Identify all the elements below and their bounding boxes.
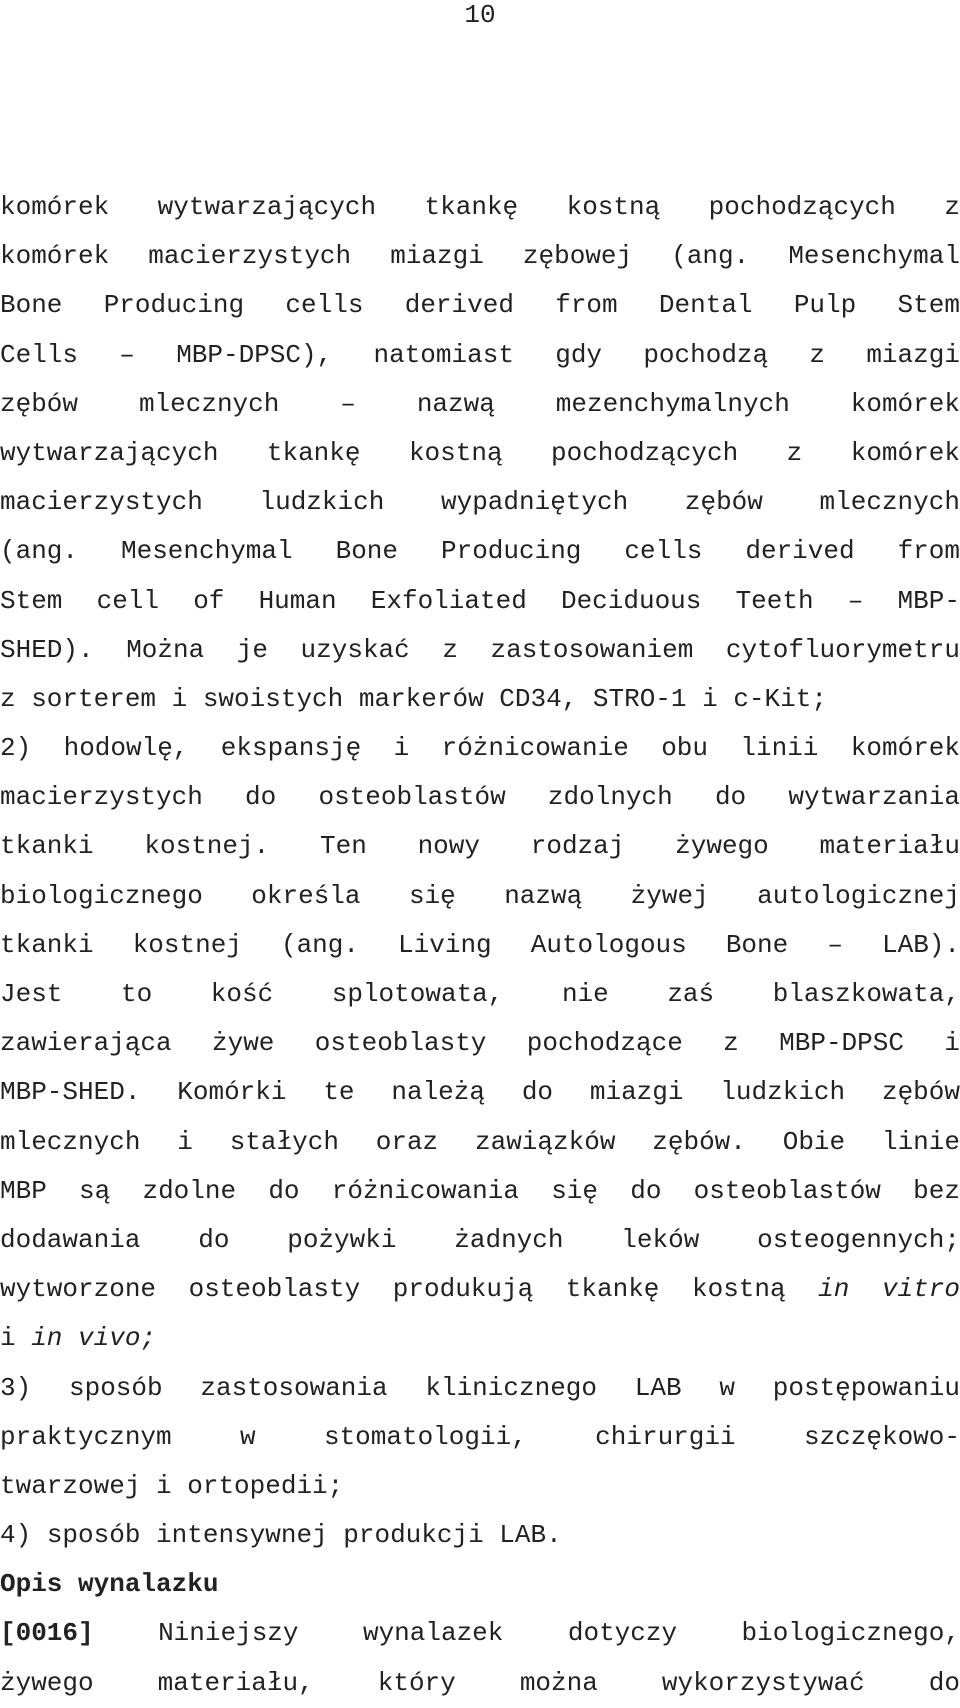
word: miazgi bbox=[390, 241, 484, 272]
word: SHED). bbox=[0, 634, 94, 665]
word: hodowlę, bbox=[63, 733, 189, 764]
word: są bbox=[79, 1175, 111, 1206]
word: 3) bbox=[0, 1372, 32, 1403]
word: zawierająca bbox=[0, 1028, 172, 1059]
word: wykorzystywać bbox=[661, 1667, 865, 1698]
word: Deciduous bbox=[560, 585, 702, 616]
word: intensywnej bbox=[156, 1520, 328, 1551]
word: obu bbox=[661, 733, 709, 764]
word: zębów. bbox=[652, 1126, 746, 1157]
document-body bbox=[0, 183, 960, 1708]
word: klinicznego bbox=[425, 1372, 598, 1403]
word: in bbox=[818, 1274, 850, 1305]
word: Producing bbox=[103, 290, 245, 321]
word: z bbox=[786, 437, 803, 468]
word: ludzkich bbox=[259, 487, 385, 518]
word: wytwarzających bbox=[157, 192, 377, 222]
word: kostnej bbox=[132, 929, 242, 960]
word: zdolne bbox=[142, 1175, 237, 1206]
word: te bbox=[323, 1077, 355, 1108]
word: wynalazek bbox=[362, 1618, 504, 1649]
word: dotyczy bbox=[567, 1618, 678, 1649]
word: i bbox=[702, 683, 718, 714]
word: MBP-DPSC), bbox=[176, 339, 333, 370]
word: kość bbox=[210, 979, 274, 1009]
word: Human bbox=[258, 585, 337, 616]
word: sposób bbox=[68, 1372, 163, 1403]
word: twarzowej bbox=[0, 1470, 141, 1501]
word: pochodzące bbox=[526, 1028, 683, 1059]
word: Producing bbox=[440, 536, 582, 567]
word: ekspansję bbox=[220, 733, 362, 764]
text-line bbox=[0, 380, 960, 429]
word: wytwarzających bbox=[0, 437, 219, 468]
word: żadnych bbox=[454, 1224, 564, 1255]
word: CD34, bbox=[499, 683, 578, 714]
word: in bbox=[31, 1323, 63, 1354]
word: Bone bbox=[725, 929, 789, 960]
word: autologicznej bbox=[757, 880, 960, 911]
word: chirurgii bbox=[595, 1421, 736, 1452]
word: zębów bbox=[881, 1077, 960, 1108]
word: Autologous bbox=[530, 929, 687, 960]
word: osteoblastów bbox=[318, 782, 506, 813]
word: je bbox=[236, 634, 268, 665]
word: (ang. bbox=[671, 241, 750, 272]
word: uzyskać bbox=[300, 634, 410, 665]
word: z bbox=[0, 683, 16, 714]
word: zastosowania bbox=[200, 1372, 388, 1403]
word: Exfoliated bbox=[370, 585, 527, 616]
word: wytworzone bbox=[0, 1274, 157, 1305]
word: kostną bbox=[691, 1274, 786, 1305]
word: pożywki bbox=[287, 1224, 397, 1255]
word: do bbox=[928, 1667, 960, 1698]
word: pochodzących bbox=[551, 437, 739, 468]
word: żywej bbox=[630, 880, 709, 911]
word: osteogennych; bbox=[757, 1224, 960, 1255]
word: leków bbox=[621, 1224, 700, 1255]
word: żywe bbox=[212, 1028, 275, 1059]
word: kostną bbox=[408, 437, 503, 468]
word: z bbox=[809, 339, 826, 370]
word: macierzystych bbox=[0, 487, 203, 518]
word: – bbox=[340, 388, 356, 419]
word: (ang. bbox=[280, 929, 359, 960]
word: i bbox=[156, 1470, 172, 1501]
word: w bbox=[719, 1372, 735, 1403]
word: cytofluorymetru bbox=[725, 634, 960, 665]
word: różnicowania bbox=[331, 1175, 519, 1206]
word: mlecznych bbox=[138, 388, 280, 419]
word: produkcji bbox=[343, 1520, 484, 1551]
word: Mesenchymal bbox=[120, 536, 293, 567]
word: w bbox=[240, 1421, 256, 1452]
text-line bbox=[0, 429, 960, 478]
word: do bbox=[714, 782, 747, 813]
text-line bbox=[0, 626, 960, 675]
word: MBP- bbox=[897, 585, 960, 616]
word: sposób bbox=[46, 1520, 141, 1551]
word: wypadniętych bbox=[440, 487, 629, 518]
word: zębów bbox=[684, 487, 763, 518]
word: do bbox=[630, 1175, 662, 1206]
word: kostną bbox=[566, 192, 661, 222]
word: Obie bbox=[782, 1126, 846, 1157]
word: nowy bbox=[417, 831, 480, 862]
word: 2) bbox=[0, 733, 32, 764]
word: określa bbox=[251, 880, 361, 911]
text-line bbox=[0, 872, 960, 921]
word: LAB bbox=[634, 1372, 682, 1403]
word: Mesenchymal bbox=[788, 241, 960, 272]
word: 4) bbox=[0, 1520, 32, 1551]
word: ludzkich bbox=[720, 1077, 846, 1108]
text-line bbox=[0, 921, 960, 970]
word: cell bbox=[96, 585, 160, 616]
word: – bbox=[827, 929, 843, 960]
word: zdolnych bbox=[547, 782, 673, 813]
word: Living bbox=[398, 929, 492, 960]
word: macierzystych bbox=[148, 241, 352, 272]
word: c-Kit; bbox=[733, 683, 827, 714]
word: miazgi bbox=[866, 339, 960, 370]
word: tkankę bbox=[424, 192, 519, 222]
text-line bbox=[0, 1068, 960, 1117]
text-line bbox=[0, 822, 960, 871]
word: Stem bbox=[0, 585, 63, 616]
text-line bbox=[0, 1118, 960, 1167]
text-line bbox=[0, 1314, 960, 1363]
word: do bbox=[521, 1077, 554, 1108]
text-line bbox=[0, 1364, 960, 1413]
word: tkankę bbox=[565, 1274, 660, 1305]
text-line bbox=[0, 1462, 960, 1511]
word: do bbox=[268, 1175, 300, 1206]
word: derived bbox=[745, 536, 855, 567]
word: materiału, bbox=[157, 1667, 314, 1698]
word: żywego bbox=[0, 1667, 94, 1698]
text-line bbox=[0, 1413, 960, 1462]
word: praktycznym bbox=[0, 1421, 172, 1452]
text-line bbox=[0, 577, 960, 626]
word: który bbox=[377, 1667, 456, 1698]
word: MBP-SHED. bbox=[0, 1077, 141, 1108]
word: produkują bbox=[392, 1274, 534, 1305]
word: do bbox=[245, 782, 277, 813]
word: i bbox=[944, 1028, 960, 1059]
word: LAB). bbox=[881, 929, 960, 960]
word: gdy bbox=[555, 339, 603, 370]
word: Stem bbox=[897, 290, 960, 321]
word: osteoblasty bbox=[188, 1274, 361, 1305]
word: zawiązków bbox=[475, 1126, 616, 1157]
text-line bbox=[0, 1659, 960, 1708]
word: i bbox=[177, 1126, 193, 1157]
text-line bbox=[0, 232, 960, 281]
word: nazwą bbox=[504, 880, 583, 911]
word: vivo; bbox=[78, 1323, 157, 1354]
word: wynalazku bbox=[78, 1569, 219, 1600]
text-line bbox=[0, 970, 960, 1019]
word: wytwarzania bbox=[788, 782, 960, 813]
word: from bbox=[897, 536, 960, 567]
word: dodawania bbox=[0, 1224, 141, 1255]
text-line bbox=[0, 1265, 960, 1314]
word: derived bbox=[404, 290, 514, 321]
word: Jest bbox=[0, 979, 63, 1009]
word: kostnej. bbox=[144, 831, 270, 862]
page-number: 10 bbox=[464, 0, 496, 30]
text-line bbox=[0, 1511, 960, 1560]
word: MBP bbox=[0, 1175, 47, 1206]
word: osteoblastów bbox=[693, 1175, 881, 1206]
word: bez bbox=[913, 1175, 960, 1206]
word: cells bbox=[285, 290, 364, 321]
word: MBP-DPSC bbox=[779, 1028, 904, 1059]
word: biologicznego bbox=[0, 880, 203, 911]
text-line bbox=[0, 724, 960, 773]
word: [0016] bbox=[0, 1618, 94, 1649]
word: miazgi bbox=[589, 1077, 684, 1108]
word: Ten bbox=[319, 831, 367, 862]
word: cells bbox=[624, 536, 703, 567]
word: postępowaniu bbox=[772, 1372, 960, 1403]
section-heading bbox=[0, 1560, 960, 1609]
text-line bbox=[0, 1167, 960, 1216]
text-line bbox=[0, 1019, 960, 1068]
word: komórek bbox=[850, 437, 960, 468]
text-line bbox=[0, 281, 960, 330]
word: sorterem bbox=[31, 683, 157, 714]
word: tkankę bbox=[266, 437, 361, 468]
word: of bbox=[193, 585, 225, 616]
word: mlecznych bbox=[819, 487, 960, 518]
word: ortopedii; bbox=[187, 1470, 344, 1501]
word: komórek bbox=[0, 192, 110, 222]
word: – bbox=[847, 585, 864, 616]
word: LAB. bbox=[499, 1520, 562, 1551]
word: szczękowo- bbox=[803, 1421, 960, 1452]
word: Niniejszy bbox=[158, 1618, 299, 1649]
word: (ang. bbox=[0, 536, 79, 567]
word: natomiast bbox=[373, 339, 514, 370]
word: z bbox=[442, 634, 458, 665]
text-line bbox=[0, 1609, 960, 1658]
word: osteoblasty bbox=[314, 1028, 487, 1059]
word: splotowata, bbox=[331, 979, 504, 1009]
word: stałych bbox=[229, 1126, 339, 1157]
word: STRO-1 bbox=[592, 683, 687, 714]
word: zębów bbox=[0, 388, 79, 419]
word: z bbox=[723, 1028, 739, 1059]
text-line bbox=[0, 331, 960, 380]
word: stomatologii, bbox=[323, 1421, 527, 1452]
word: Pulp bbox=[793, 290, 857, 321]
text-line bbox=[0, 527, 960, 576]
word: swoistych bbox=[202, 683, 344, 714]
word: żywego bbox=[675, 831, 769, 862]
word: materiału bbox=[819, 831, 960, 862]
text-line bbox=[0, 183, 960, 232]
word: komórek bbox=[850, 733, 960, 764]
word: Można bbox=[126, 634, 205, 665]
word: to bbox=[120, 979, 153, 1009]
word: – bbox=[119, 339, 135, 370]
word: linii bbox=[740, 733, 819, 764]
word: różnicowanie bbox=[441, 733, 629, 764]
word: tkanki bbox=[0, 929, 94, 960]
word: się bbox=[408, 880, 456, 911]
word: macierzystych bbox=[0, 782, 203, 813]
word: Teeth bbox=[735, 585, 814, 616]
word: Cells bbox=[0, 339, 79, 370]
text-line bbox=[0, 675, 960, 724]
word: tkanki bbox=[0, 831, 94, 862]
text-line bbox=[0, 478, 960, 527]
word: i bbox=[171, 683, 188, 714]
word: i bbox=[0, 1323, 16, 1354]
word: można bbox=[519, 1667, 598, 1698]
word: komórek bbox=[850, 388, 960, 419]
word: oraz bbox=[375, 1126, 439, 1157]
word: Bone bbox=[335, 536, 399, 567]
word: zastosowaniem bbox=[490, 634, 694, 665]
word: Bone bbox=[0, 290, 63, 321]
word: mezenchymalnych bbox=[555, 388, 790, 419]
word: Opis bbox=[0, 1569, 63, 1600]
word: zaś bbox=[667, 979, 715, 1009]
word: należą bbox=[391, 1077, 485, 1108]
word: i bbox=[393, 733, 410, 764]
word: biologicznego, bbox=[741, 1618, 960, 1649]
word: mlecznych bbox=[0, 1126, 141, 1157]
word: komórek bbox=[0, 241, 110, 272]
word: linie bbox=[881, 1126, 960, 1157]
word: pochodzących bbox=[708, 192, 896, 222]
word: zębowej bbox=[522, 241, 633, 272]
word: from bbox=[555, 290, 618, 321]
word: z bbox=[944, 192, 960, 222]
text-line bbox=[0, 1216, 960, 1265]
word: nie bbox=[561, 979, 609, 1009]
word: markerów bbox=[358, 683, 484, 714]
word: Komórki bbox=[177, 1077, 287, 1108]
word: pochodzą bbox=[643, 339, 769, 370]
word: vitro bbox=[881, 1274, 960, 1305]
word: do bbox=[198, 1224, 230, 1255]
word: Dental bbox=[658, 290, 753, 321]
word: rodzaj bbox=[530, 831, 625, 862]
text-line bbox=[0, 773, 960, 822]
word: nazwą bbox=[416, 388, 495, 419]
word: się bbox=[551, 1175, 599, 1206]
word: blaszkowata, bbox=[772, 979, 960, 1009]
